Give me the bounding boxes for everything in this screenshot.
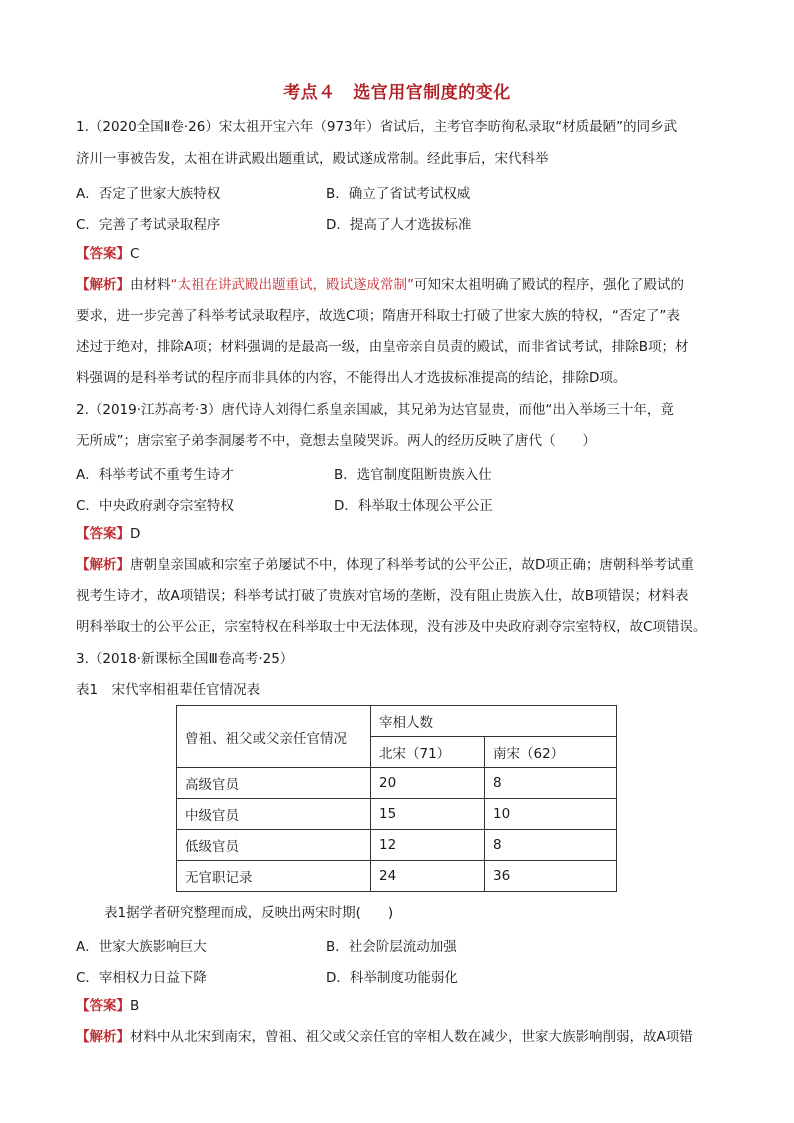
q3-stem-line1: 3.（2018·新课标全国Ⅲ卷高考·25） — [76, 651, 294, 667]
q2-answer-value: D — [130, 526, 141, 542]
q3-option-d: D．科举制度功能弱化 — [326, 970, 458, 986]
table-row-label: 低级官员 — [177, 830, 371, 861]
q2-answer — [76, 525, 140, 543]
q1-analysis-text: 由材料 — [130, 277, 171, 293]
q3-answer-label: 【答案】 — [76, 998, 130, 1014]
table-col-south: 南宋（62） — [485, 737, 617, 768]
table-header-left: 曾祖、祖父或父亲任官情况 — [177, 706, 371, 768]
table-cell: 12 — [371, 830, 485, 861]
q2-option-b: B．选官制度阻断贵族入仕 — [334, 467, 492, 483]
page-title: 考点４ 选官用官制度的变化 — [283, 83, 511, 103]
q2-answer-label: 【答案】 — [76, 526, 130, 542]
q2-stem-line1: 2.（2019·江苏高考·3）唐代诗人刘得仁系皇亲国戚，其兄弟为达官显贵，而他“出入举场三十年，竟 — [76, 402, 674, 418]
table-cell: 10 — [485, 799, 617, 830]
q1-answer-label: 【答案】 — [76, 246, 130, 262]
q1-stem-line1: 1.（2020全国Ⅱ卷·26）宋太祖开宝六年（973年）省试后，主考官李昉徇私录取“材质最陋”的同乡武 — [76, 119, 678, 135]
q2-analysis-text: 唐朝皇亲国戚和宗室子弟屡试不中，体现了科举考试的公平公正，故D项正确；唐朝科举考试重 — [130, 557, 694, 573]
q2-analysis-line3: 明科举取士的公平公正，宗室特权在科举取士中无法体现，没有涉及中央政府剥夺宗室特权，故C项错误。 — [76, 619, 707, 635]
table-row-label: 高级官员 — [177, 768, 371, 799]
q3-analysis-line1 — [76, 1028, 693, 1046]
table-col-north: 北宋（71） — [371, 737, 485, 768]
q1-answer-value: C — [130, 246, 140, 262]
table-header-top: 宰相人数 — [371, 706, 617, 737]
q2-option-d: D．科举取士体现公平公正 — [334, 498, 493, 514]
table-row-label: 中级官员 — [177, 799, 371, 830]
table-cell: 36 — [485, 861, 617, 892]
table-cell: 8 — [485, 830, 617, 861]
table-cell: 20 — [371, 768, 485, 799]
q1-analysis-quote: “太祖在讲武殿出题重试，殿试遂成常制” — [170, 277, 414, 293]
official-table — [176, 705, 617, 892]
q2-analysis-line1 — [76, 556, 694, 574]
q1-analysis-line4: 料强调的是科举考试的程序而非具体的内容，不能得出人才选拔标准提高的结论，排除D项。 — [76, 370, 627, 386]
q3-option-c: C．宰相权力日益下降 — [76, 970, 207, 986]
table-row — [177, 861, 617, 892]
q1-analysis-text: 可知宋太祖明确了殿试的程序，强化了殿试的 — [414, 277, 684, 293]
table-row — [177, 799, 617, 830]
q2-stem-line2: 无所成”；唐宗室子弟李洞屡考不中，竟想去皇陵哭诉。两人的经历反映了唐代（ ） — [76, 433, 596, 449]
q1-stem-line2: 济川一事被告发，太祖在讲武殿出题重试，殿试遂成常制。经此事后，宋代科举 — [76, 151, 549, 167]
q3-analysis-label: 【解析】 — [76, 1029, 130, 1045]
q3-answer-value: B — [130, 998, 140, 1014]
table-cell: 15 — [371, 799, 485, 830]
q3-stem: 表1据学者研究整理而成，反映出两宋时期( ) — [104, 905, 394, 921]
table-row — [177, 830, 617, 861]
q1-option-b: B．确立了省试考试权威 — [326, 186, 471, 202]
q1-option-a: A．否定了世家大族特权 — [76, 186, 221, 202]
table-cell: 24 — [371, 861, 485, 892]
table-row — [177, 768, 617, 799]
q2-option-a: A．科举考试不重考生诗才 — [76, 467, 234, 483]
table-row-label: 无官职记录 — [177, 861, 371, 892]
q2-option-c: C．中央政府剥夺宗室特权 — [76, 498, 234, 514]
q2-analysis-line2: 视考生诗才，故A项错误；科举考试打破了贵族对官场的垄断，没有阻止贵族入仕，故B项错误；材料表 — [76, 588, 689, 604]
q1-option-c: C．完善了考试录取程序 — [76, 217, 221, 233]
q3-answer — [76, 997, 139, 1015]
q1-option-d: D．提高了人才选拔标准 — [326, 217, 472, 233]
q1-analysis-label: 【解析】 — [76, 277, 130, 293]
q1-analysis-line3: 述过于绝对，排除A项；材料强调的是最高一级，由皇帝亲自员责的殿试，而非省试考试，排除B项；材 — [76, 339, 689, 355]
q3-analysis-text: 材料中从北宋到南宋，曾祖、祖父或父亲任官的宰相人数在减少，世家大族影响削弱，故A项错 — [130, 1029, 693, 1045]
q1-analysis-line1 — [76, 276, 684, 294]
q3-option-a: A．世家大族影响巨大 — [76, 939, 207, 955]
q1-answer — [76, 245, 139, 263]
q3-option-b: B．社会阶层流动加强 — [326, 939, 457, 955]
q2-analysis-label: 【解析】 — [76, 557, 130, 573]
table-caption: 表1 宋代宰相祖辈任官情况表 — [76, 682, 261, 698]
q1-analysis-line2: 要求，进一步完善了科举考试录取程序，故选C项；隋唐开科取士打破了世家大族的特权，“否定了”表 — [76, 308, 680, 324]
table-cell: 8 — [485, 768, 617, 799]
